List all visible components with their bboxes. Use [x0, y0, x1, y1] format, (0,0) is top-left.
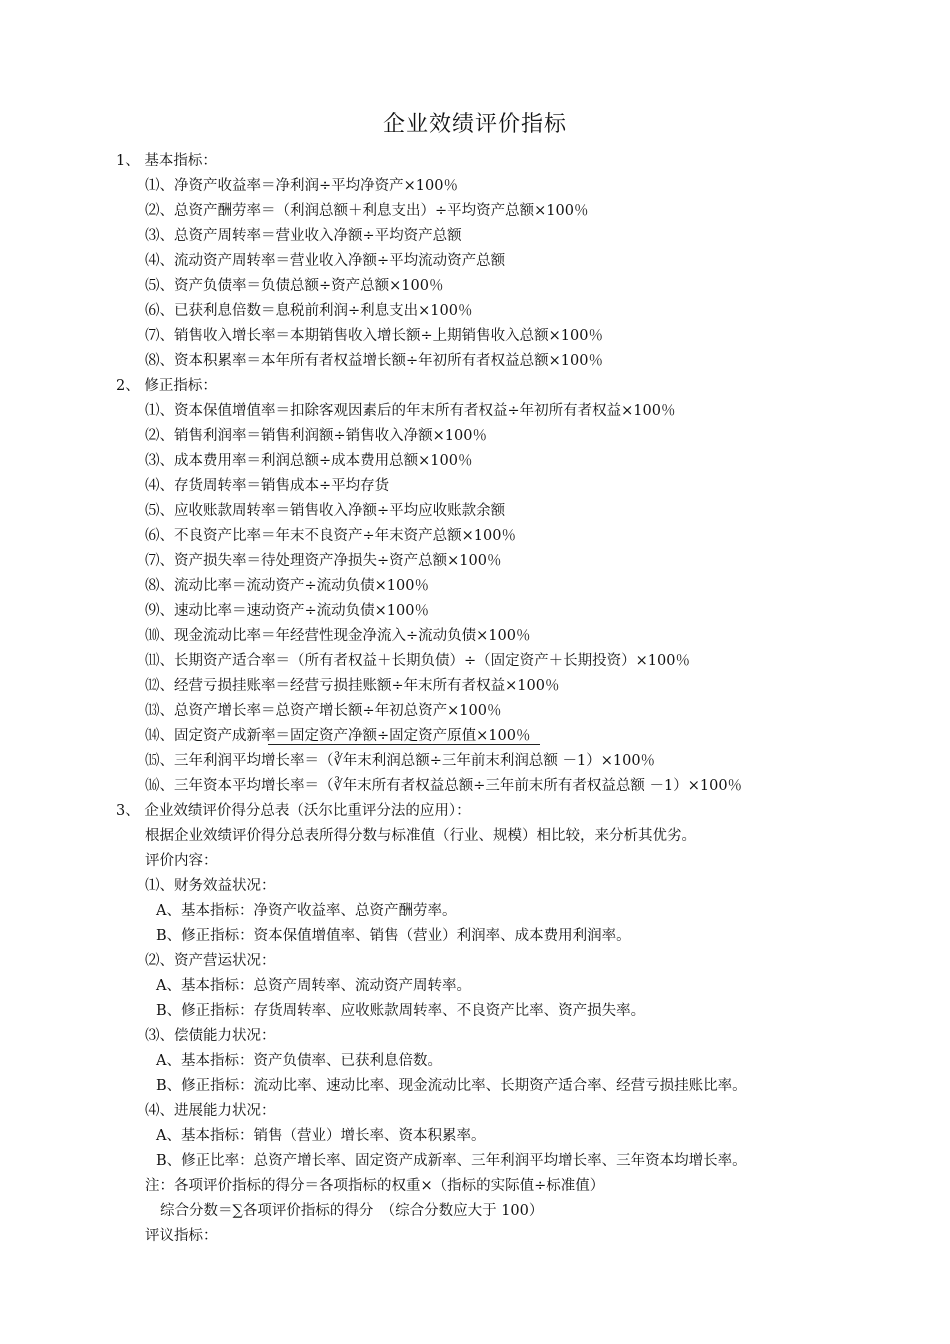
- document-title: 企业效绩评价指标: [382, 112, 567, 137]
- list-item: ⑷、流动资产周转率＝营业收入净额÷平均流动资产总额: [145, 253, 506, 269]
- list-item: ⑹、不良资产比率＝年末不良资产÷年末资产总额×100％: [145, 528, 516, 544]
- list-item: ⑶、总资产周转率＝营业收入净额÷平均资产总额: [145, 228, 462, 244]
- paragraph: 根据企业效绩评价得分总表所得分数与标准值（行业、规模）相比较，来分析其优劣。: [145, 828, 696, 844]
- list-item: B、修正指标：流动比率、速动比率、现金流动比率、长期资产适合率、经营亏损挂账比率。: [156, 1078, 747, 1094]
- list-item: ⑸、资产负债率＝负债总额÷资产总额×100％: [145, 278, 444, 294]
- list-item: ⑼、速动比率＝速动资产÷流动负债×100％: [145, 603, 429, 619]
- list-item: B、修正指标：存货周转率、应收账款周转率、不良资产比率、资产损失率。: [156, 1003, 646, 1019]
- section-heading-score-table: 3、 企业效绩评价得分总表（沃尔比重评分法的应用）：: [116, 803, 471, 819]
- list-item: ⑻、资本积累率＝本年所有者权益增长额÷年初所有者权益总额×100％: [145, 353, 603, 369]
- list-item: A、基本指标：资产负债率、已获利息倍数。: [156, 1053, 442, 1069]
- list-item: A、基本指标：净资产收益率、总资产酬劳率。: [156, 903, 457, 919]
- subheading: 评价内容：: [145, 853, 218, 869]
- list-item: ⑾、长期资产适合率＝（所有者权益＋长期负债）÷（固定资产＋长期投资）×100％: [145, 653, 690, 669]
- list-item: ⑻、流动比率＝流动资产÷流动负债×100％: [145, 578, 429, 594]
- subheading: ⑶、偿债能力状况：: [145, 1028, 276, 1044]
- list-item: A、基本指标：总资产周转率、流动资产周转率。: [156, 978, 471, 994]
- section-heading-revised: 2、 修正指标：: [116, 378, 217, 394]
- subheading: 评议指标：: [145, 1228, 218, 1244]
- list-item: ⒀、总资产增长率＝总资产增长额÷年初总资产×100％: [145, 703, 502, 719]
- subheading: ⑵、资产营运状况：: [145, 953, 276, 969]
- list-item: ⑵、总资产酬劳率＝（利润总额＋利息支出）÷平均资产总额×100％: [145, 203, 589, 219]
- list-item: ⑵、销售利润率＝销售利润额÷销售收入净额×100％: [145, 428, 487, 444]
- underline-mark: [268, 744, 540, 745]
- section-heading-basic: 1、 基本指标：: [116, 153, 217, 169]
- note: 注：各项评价指标的得分＝各项指标的权重×（指标的实际值÷标准值）: [145, 1178, 605, 1194]
- list-item: ⑿、经营亏损挂账率＝经营亏损挂账额÷年末所有者权益×100％: [145, 678, 560, 694]
- list-item: ⑶、成本费用率＝利润总额÷成本费用总额×100％: [145, 453, 473, 469]
- list-item: B、修正指标：资本保值增值率、销售（营业）利润率、成本费用利润率。: [156, 928, 631, 944]
- list-item: ⑷、存货周转率＝销售成本÷平均存货: [145, 478, 390, 494]
- list-item: ⑴、资本保值增值率＝扣除客观因素后的年末所有者权益÷年初所有者权益×100％: [145, 403, 676, 419]
- list-item: ⒁、固定资产成新率＝固定资产净额÷固定资产原值×100％: [145, 728, 531, 744]
- note: 综合分数＝∑各项评价指标的得分 （综合分数应大于 100）: [160, 1203, 544, 1219]
- subheading: ⑴、财务效益状况：: [145, 878, 276, 894]
- list-item: ⑸、应收账款周转率＝销售收入净额÷平均应收账款余额: [145, 503, 506, 519]
- list-item: A、基本指标：销售（营业）增长率、资本积累率。: [156, 1128, 486, 1144]
- list-item: ⑹、已获利息倍数＝息税前利润÷利息支出×100％: [145, 303, 473, 319]
- list-item: ⑽、现金流动比率＝年经营性现金净流入÷流动负债×100％: [145, 628, 531, 644]
- list-item: ⑺、资产损失率＝待处理资产净损失÷资产总额×100％: [145, 553, 502, 569]
- list-item: B、修正比率：总资产增长率、固定资产成新率、三年利润平均增长率、三年资本均增长率。: [156, 1153, 747, 1169]
- list-item: ⑺、销售收入增长率＝本期销售收入增长额÷上期销售收入总额×100％: [145, 328, 603, 344]
- subheading: ⑷、进展能力状况：: [145, 1103, 276, 1119]
- list-item: ⒂、三年利润平均增长率＝（∛年末利润总额÷三年前末利润总额 －1）×100％: [145, 753, 656, 769]
- list-item: ⑴、净资产收益率＝净利润÷平均净资产×100％: [145, 178, 458, 194]
- list-item: ⒃、三年资本平均增长率＝（∛年末所有者权益总额÷三年前末所有者权益总额 －1）×100％: [145, 778, 743, 794]
